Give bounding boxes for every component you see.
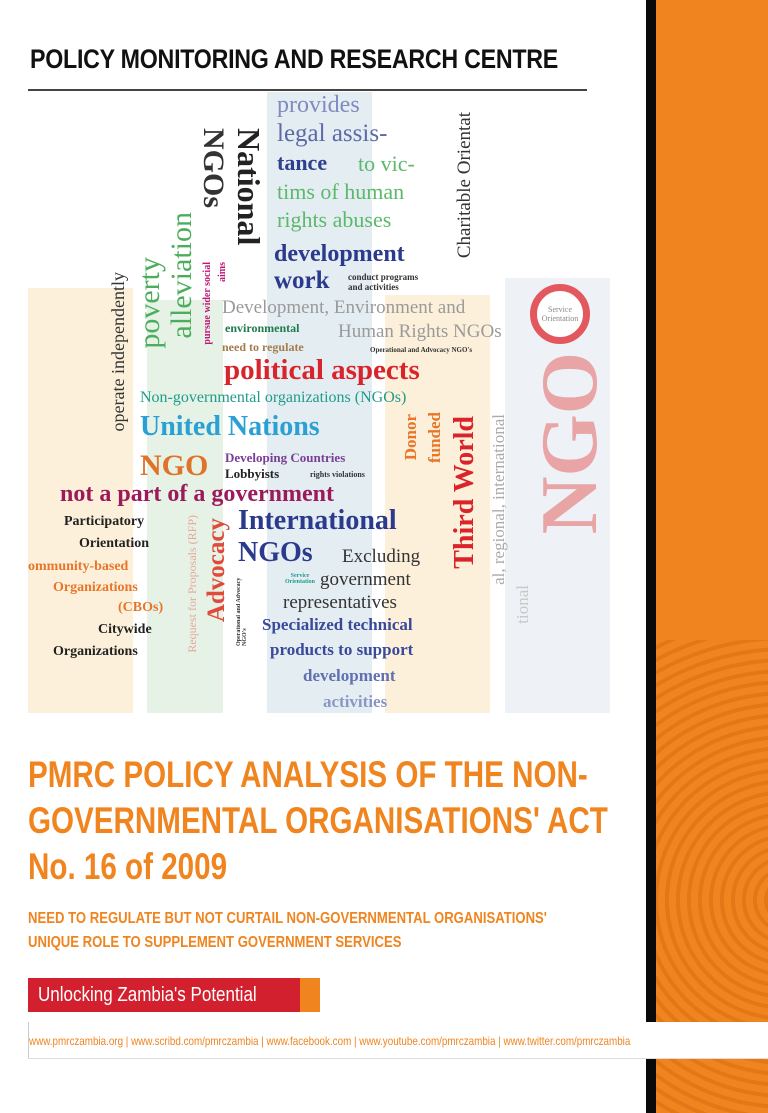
cloud-word: International bbox=[238, 505, 397, 536]
cloud-word: government bbox=[320, 569, 411, 590]
cloud-word: Developing Countries bbox=[225, 450, 346, 465]
cloud-word: NGOs bbox=[197, 128, 230, 209]
cloud-word: Excluding bbox=[342, 546, 421, 567]
title-line: No. 16 of 2009 bbox=[28, 846, 228, 887]
cloud-word: Citywide bbox=[98, 622, 152, 637]
cloud-word: Development, Environment and bbox=[222, 297, 466, 318]
cloud-word: Specialized technical bbox=[262, 615, 413, 634]
cloud-word: rights violations bbox=[310, 470, 365, 479]
service-orientation-badge bbox=[530, 284, 590, 344]
cloud-word: legal assis- bbox=[277, 120, 388, 147]
cloud-word: work bbox=[274, 267, 330, 294]
cloud-word: Service Orientation bbox=[541, 305, 579, 323]
cloud-word: Lobbyists bbox=[225, 466, 280, 481]
cloud-word: conduct programs bbox=[348, 272, 419, 282]
cloud-word: Donor bbox=[401, 414, 420, 461]
web-links[interactable]: www.pmrczambia.org | www.scribd.com/pmrczambia | www.facebook.com | www.youtube.com/pmrczambia | www.twitter.com/pmrczambia bbox=[29, 1034, 631, 1048]
cloud-word: ommunity-based bbox=[28, 559, 129, 574]
cloud-word: Advocacy bbox=[203, 518, 230, 623]
black-side-strip bbox=[646, 0, 656, 1113]
cloud-word: rights abuses bbox=[277, 207, 392, 232]
title-line: GOVERNMENTAL ORGANISATIONS' ACT bbox=[28, 800, 608, 841]
cloud-word: Human Rights NGOs bbox=[338, 321, 502, 342]
cloud-word: Charitable Orientat bbox=[454, 112, 475, 259]
cloud-word: alleviation bbox=[165, 212, 198, 339]
cloud-word: to vic- bbox=[358, 151, 415, 176]
cloud-word: tims of human bbox=[277, 179, 405, 204]
orange-side-panel bbox=[656, 0, 768, 1113]
cloud-word-big-ngo: NGO bbox=[526, 352, 614, 535]
cloud-word: Non-governmental organizations (NGOs) bbox=[140, 389, 407, 406]
document-title bbox=[28, 752, 608, 890]
cloud-word: political aspects bbox=[224, 354, 420, 386]
cloud-word: NGOs bbox=[238, 537, 313, 568]
cloud-word: not a part of a government bbox=[60, 481, 334, 507]
cloud-word: tional bbox=[513, 585, 532, 624]
cloud-word: operate independently bbox=[108, 272, 128, 432]
cloud-word: representatives bbox=[283, 592, 397, 613]
cloud-word: need to regulate bbox=[222, 340, 304, 354]
cloud-word: Service Orientation bbox=[285, 573, 315, 585]
subtitle-line: UNIQUE ROLE TO SUPPLEMENT GOVERNMENT SERVICES bbox=[28, 934, 402, 951]
links-bar bbox=[28, 1022, 768, 1059]
org-title: POLICY MONITORING AND RESEARCH CENTRE bbox=[30, 44, 558, 74]
document-subtitle bbox=[28, 907, 547, 955]
cloud-word: Orientation bbox=[79, 536, 149, 551]
cloud-word: provides bbox=[277, 92, 360, 118]
tagline-accent bbox=[300, 978, 320, 1012]
cloud-word: Request for Proposals (RFP) bbox=[185, 515, 199, 653]
cloud-word: activities bbox=[323, 692, 388, 711]
cloud-word: pursue wider social bbox=[202, 262, 213, 345]
cloud-word: Operational and Advocacy NGO's bbox=[370, 346, 473, 354]
tagline: Unlocking Zambia's Potential bbox=[38, 984, 257, 1006]
subtitle-line: NEED TO REGULATE BUT NOT CURTAIL NON-GOVERNMENTAL ORGANISATIONS' bbox=[28, 910, 547, 927]
cloud-word: Third World bbox=[449, 416, 480, 569]
cloud-word: Operational and Advocacy NGO's bbox=[236, 577, 248, 646]
cloud-word: poverty bbox=[133, 257, 166, 349]
cloud-word: environmental bbox=[225, 321, 300, 335]
cloud-word: Organizations bbox=[53, 580, 138, 595]
cloud-word: development bbox=[303, 666, 396, 685]
cloud-word: funded bbox=[425, 412, 444, 464]
cloud-word: aims bbox=[217, 262, 228, 282]
cloud-word: al, regional, international bbox=[489, 414, 508, 585]
cloud-word: Participatory bbox=[64, 514, 145, 529]
cloud-word: development bbox=[274, 241, 405, 267]
cloud-word: (CBOs) bbox=[118, 600, 164, 615]
cloud-word: Organizations bbox=[53, 644, 138, 659]
cloud-word: NGO bbox=[140, 449, 209, 482]
cloud-word: and activities bbox=[348, 282, 399, 292]
title-line: PMRC POLICY ANALYSIS OF THE NON- bbox=[28, 754, 588, 795]
cloud-word: products to support bbox=[270, 640, 414, 659]
cloud-word: United Nations bbox=[140, 411, 320, 442]
cloud-word: tance bbox=[277, 150, 328, 175]
cloud-word: National bbox=[231, 128, 267, 246]
